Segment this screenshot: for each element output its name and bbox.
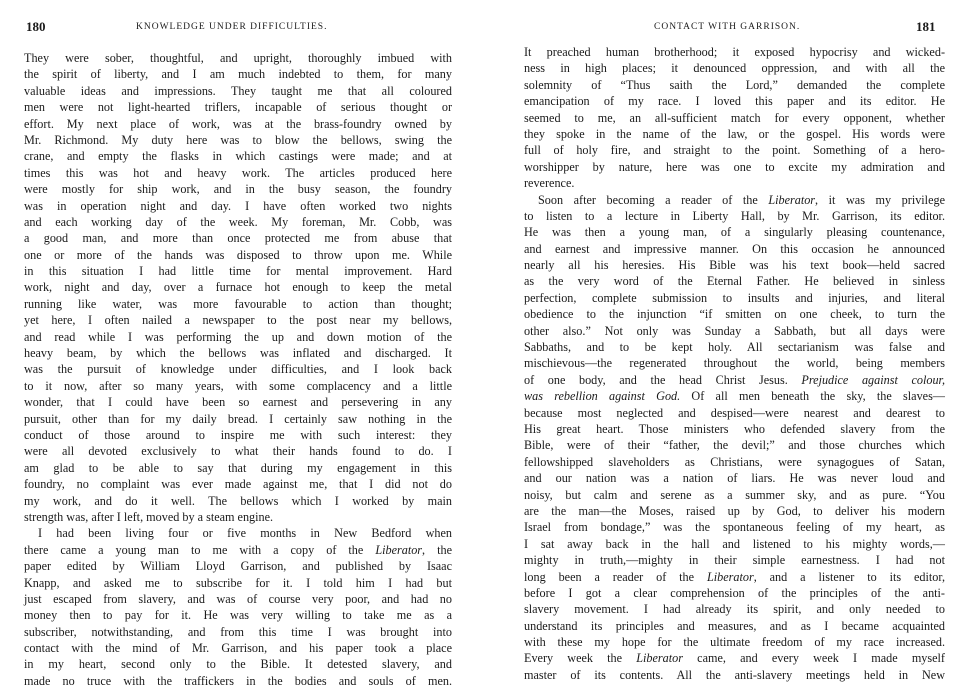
text-line: and our nation was a nation of liars. He was never loud and bbox=[524, 471, 945, 486]
text-line: my work, and do it well. The bellows which I worked by main bbox=[24, 493, 452, 508]
text-line: conduct of those around to inspire me with such interest: they bbox=[24, 427, 452, 442]
text-line: was the pursuit of knowledge under difficulties, and I look back bbox=[24, 362, 452, 377]
text-line: Every week the Liberator came, and every week I made myself bbox=[524, 651, 945, 666]
page-number: 181 bbox=[916, 19, 936, 34]
text-line: full of holy fire, and straight to the point. Something of a hero- bbox=[524, 143, 945, 158]
text-line: in my heart, second only to the Bible. It detested slavery, and bbox=[24, 657, 452, 672]
text-line: worshipper by nature, here was one to excite my admiration and bbox=[524, 159, 945, 174]
text-line: foundry, no complaint was ever made against me, that I did not do bbox=[24, 477, 452, 492]
text-line: and earnest and impressive manner. On this occasion he announced bbox=[524, 241, 945, 256]
text-line: Sabbaths, and to be kept holy. All sectarianism was false and bbox=[524, 340, 945, 355]
text-line: men were not light-hearted triflers, incapable of serious thought or bbox=[24, 100, 452, 115]
text-line: long been a reader of the Liberator, and a listener to its editor, bbox=[524, 569, 945, 584]
text-line: the spirit of liberty, and I am much indebted to them, for many bbox=[24, 67, 452, 82]
text-line: They were sober, thoughtful, and upright, thoroughly imbued with bbox=[24, 51, 452, 65]
text-line: mighty in truth,—mighty in their simple earnestness. I had not bbox=[524, 553, 945, 568]
text-line: Israel from bondage,” was the spontaneous feeling of my heart, as bbox=[524, 520, 945, 535]
text-line: crane, and empty the flasks in which castings were made; and at bbox=[24, 149, 452, 164]
text-line: effort. My next place of work, was at the brass-foundry owned by bbox=[24, 116, 452, 131]
text-line: noisy, but calm and serene as a summer sky, and as pure. “You bbox=[524, 487, 945, 502]
text-line: one or more of the hands was disposed to throw upon me. While bbox=[24, 247, 452, 262]
text-line: mischievous—the regenerated throughout the world, being members bbox=[524, 356, 945, 371]
text-line: slavery movement. I had already its spirit, and only needed to bbox=[524, 602, 945, 617]
text-line: Bible, were of their “father, the devil;” and those churches which bbox=[524, 438, 945, 453]
text-line: was rebellion against God. Of all men beneath the sky, the slaves— bbox=[524, 389, 945, 404]
text-line: a good man, and more than once protected me from abuse that bbox=[24, 231, 452, 246]
text-line: Soon after becoming a reader of the Liberator, it was my privilege bbox=[538, 192, 945, 207]
text-line: master of its contents. All the anti-slavery meetings held in New bbox=[524, 667, 945, 682]
text-line: perfection, complete submission to insults and injuries, and literal bbox=[524, 290, 945, 305]
text-line: and each working day of the week. My foreman, Mr. Cobb, was bbox=[24, 214, 452, 229]
text-line: am glad to be able to say that during my engagement in this bbox=[24, 460, 452, 475]
italic-text: Liberator bbox=[706, 569, 754, 584]
text-line: fellowshipped slaveholders as Christians, were synagogues of Satan, bbox=[524, 454, 945, 469]
text-line: I sat away back in the hall and listened to his mighty words,— bbox=[524, 536, 945, 551]
text-line: to it now, after so many years, with some complacency and a little bbox=[24, 378, 452, 393]
page-body bbox=[24, 50, 452, 689]
page-body bbox=[524, 44, 945, 683]
text-line: are the man—the Moses, raised up by God, to deliver his modern bbox=[524, 503, 945, 518]
text-line: made no truce with the traffickers in the bodies and souls of men. bbox=[24, 673, 452, 688]
text-line: I had been living four or five months in New Bedford when bbox=[38, 526, 452, 541]
text-line: Knapp, and asked me to subscribe for it. I told him I had but bbox=[24, 575, 452, 590]
text-line: as the very word of the Eternal Father. He believed in sinless bbox=[524, 274, 945, 289]
text-line: nearly all his heresies. His Bible was his text book—held sacred bbox=[524, 258, 945, 273]
text-line: they spoke in the name of the law, or the gospel. His words were bbox=[524, 126, 945, 141]
text-line: other also.” Not only was Sunday a Sabbath, but all days were bbox=[524, 323, 945, 338]
text-line: paper edited by William Lloyd Garrison, and published by Isaac bbox=[24, 559, 452, 574]
text-line: yet here, I often nailed a newspaper to the post near my bellows, bbox=[24, 313, 452, 328]
text-line: to listen to a lecture in Liberty Hall, by Mr. Garrison, its editor. bbox=[524, 208, 945, 223]
text-line: of one body, and the head Christ Jesus. Prejudice against colour, bbox=[524, 372, 945, 387]
text-line: ness in high places; it denounced oppression, and with all the bbox=[524, 61, 945, 76]
text-line: with these my hope for the ultimate freedom of my race increased. bbox=[524, 635, 945, 650]
text-line: money then to pay for it. He was very willing to take me as a bbox=[24, 608, 452, 623]
italic-text: Liberator bbox=[636, 651, 683, 666]
text-line: because most neglected and despised—were nearest and dearest to bbox=[524, 405, 945, 420]
right-page bbox=[490, 0, 980, 685]
text-line: pursuit, other than for my daily bread. I certainly saw nothing in the bbox=[24, 411, 452, 426]
left-page bbox=[0, 0, 490, 688]
page-number: 180 bbox=[26, 19, 46, 34]
running-head: KNOWLEDGE UNDER DIFFICULTIES. bbox=[136, 22, 328, 32]
italic-text: Prejudice against colour, bbox=[801, 372, 945, 387]
text-line: were mostly for ship work, and in the busy season, the foundry bbox=[24, 182, 452, 197]
text-line: subscriber, notwithstanding, and from this time I was brought into bbox=[24, 624, 452, 639]
text-line: work, night and day, over a furnace hot enough to keep the metal bbox=[24, 280, 452, 295]
text-line: were all devoted exclusively to what their hands found to do. I bbox=[24, 444, 452, 459]
text-line: in this situation I had little time for mental improvement. Hard bbox=[24, 264, 452, 279]
text-line: running like water, was more favourable to action than thought; bbox=[24, 296, 452, 311]
italic-text: Liberator bbox=[768, 192, 816, 207]
text-line: reverence. bbox=[524, 176, 575, 191]
text-line: It preached human brotherhood; it exposed hypocrisy and wicked- bbox=[524, 45, 945, 59]
text-line: contact with the mind of Mr. Garrison, and his paper took a place bbox=[24, 641, 452, 656]
italic-text: was rebellion against God. bbox=[524, 389, 681, 404]
text-line: before I got a clear comprehension of the principles of the anti- bbox=[524, 585, 945, 600]
text-line: valuable ideas and impressions. They taught me that all coloured bbox=[24, 83, 452, 98]
text-line: times this was hot and heavy work. The articles produced here bbox=[24, 165, 452, 180]
text-line: and read while I was performing the up and down motion of the bbox=[24, 329, 452, 344]
text-line: wonder, that I could have been so earnest and persevering in any bbox=[24, 395, 452, 410]
text-line: seemed to me, an all-sufficient match for every opponent, whether bbox=[524, 110, 945, 125]
text-line: He was then a young man, of a singularly pleasing countenance, bbox=[524, 225, 945, 240]
text-line: heavy beam, by which the bellows was inflated and discharged. It bbox=[24, 346, 452, 361]
text-line: Mr. Richmond. My duty here was to blow the bellows, swing the bbox=[24, 132, 452, 147]
text-line: His great heart. Those ministers who defended slavery from the bbox=[524, 421, 945, 436]
text-line: was in operation night and day. I have often worked two nights bbox=[24, 198, 452, 213]
text-line: understand its principles and measures, and as I became acquainted bbox=[524, 618, 945, 633]
text-line: obedience to the injunction “if smitten on one cheek, to turn the bbox=[524, 307, 945, 322]
text-line: just escaped from slavery, and was of course very poor, and had no bbox=[24, 591, 452, 606]
running-head: CONTACT WITH GARRISON. bbox=[654, 22, 801, 32]
italic-text: Liberator bbox=[375, 542, 423, 557]
text-line: there came a young man to me with a copy of the Liberator, the bbox=[24, 542, 452, 557]
text-line: solemnity of “Thus saith the Lord,” demanded the complete bbox=[524, 77, 945, 92]
text-line: emancipation of my race. I loved this paper and its editor. He bbox=[524, 94, 945, 109]
text-line: strength was, after I left, moved by a steam engine. bbox=[24, 509, 274, 524]
